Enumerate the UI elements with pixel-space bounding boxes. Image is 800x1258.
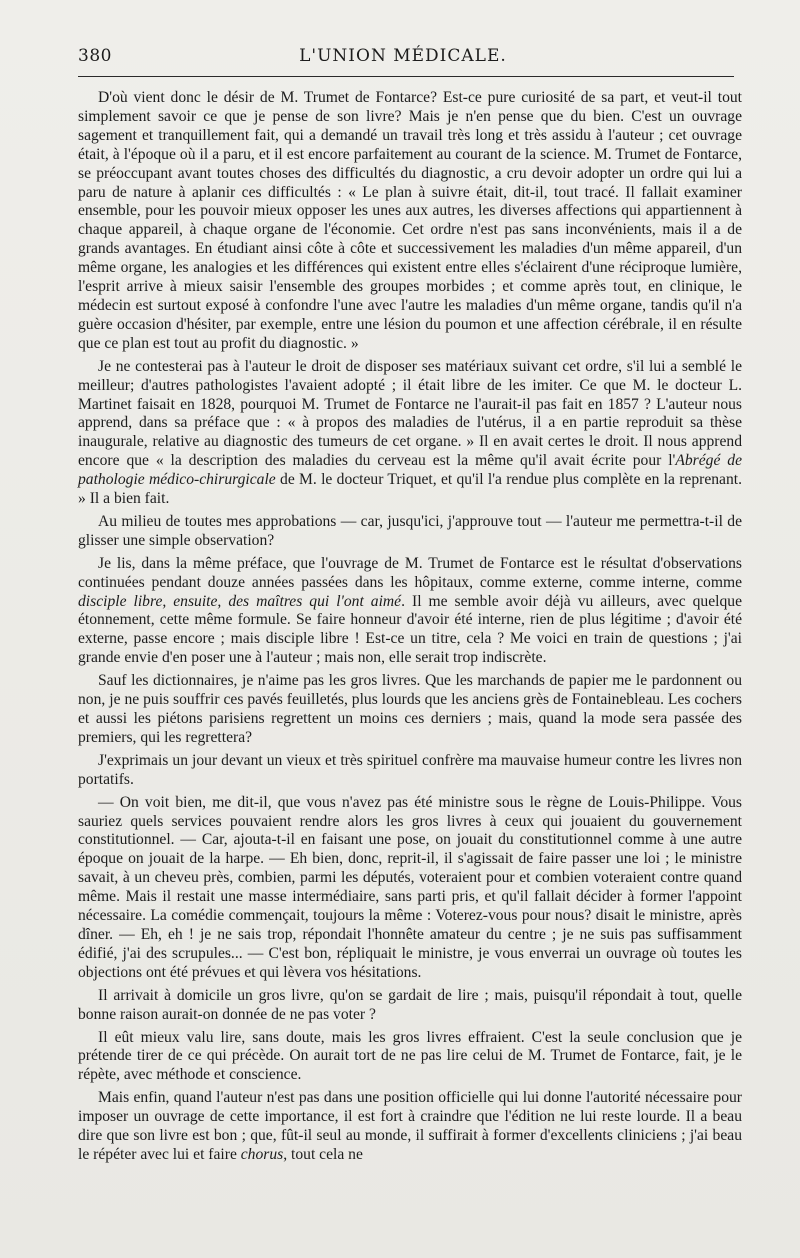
paragraph: J'exprimais un jour devant un vieux et très spirituel confrère ma mauvaise humeur contre les livres non portatifs. (78, 751, 742, 788)
italic-quote: disciple libre, ensuite, des maîtres qui l'ont aimé (78, 592, 402, 610)
page-number: 380 (78, 46, 112, 66)
italic-word: chorus (240, 1145, 284, 1163)
paragraph: Je lis, dans la même préface, que l'ouvrage de M. Trumet de Fontarce est le résultat d'observations continuées pendant douze années passées dans les hôpitaux, comme externe, comme interne, comme disciple libre, ensuite, des maîtres qui l'ont aimé. Il me semble avoir déjà vu ailleurs, avec quelque étonnement, cette même formule. Se faire honneur d'avoir été interne, rien de plus légitime ; d'avoir été externe, passe encore ; mais disciple libre ! Est-ce un titre, cela ? Me voici en train de questions ; j'ai grande envie d'en poser une à l'auteur ; mais non, elle serait trop indiscrète. (78, 554, 742, 667)
paragraph: Au milieu de toutes mes approbations — car, jusqu'ici, j'approuve tout — l'auteur me permettra-t-il de glisser une simple observation? (78, 512, 742, 549)
paragraph: Il arrivait à domicile un gros livre, qu'on se gardait de lire ; mais, puisqu'il répondait à tout, quelle bonne raison aurait-on donnée de ne pas voter ? (78, 986, 742, 1023)
italic-citation: Abrégé de pathologie médico-chirurgicale (78, 452, 742, 489)
paragraph: Mais enfin, quand l'auteur n'est pas dans une position officielle qui lui donne l'autorité nécessaire pour imposer un ouvrage de cette importance, il est fort à craindre que l'édition ne lui reste lourde. Il a beau dire que son livre est bon ; que, fût-il seul au monde, il suffirait à former d'excellents cliniciens ; j'ai beau le répéter avec lui et faire chorus, tout cela ne (78, 1089, 742, 1163)
journal-title: L'UNION MÉDICALE. (299, 46, 507, 66)
paragraph: D'où vient donc le désir de M. Trumet de Fontarce? Est-ce pure curiosité de sa part, et veut-il tout simplement savoir ce que je pense de son livre? Mais je n'en pense que du bien. C'est un ouvrage sagement et tranquillement fait, qui a demandé un travail très long et très assidu à l'auteur ; cet ouvrage était, à l'époque où il a paru, et il est encore parfaitement au courant de la science. M. Trumet de Fontarce, se préoccupant avant toutes choses des difficultés du diagnostic, a cru devoir adopter un ordre qui lui a paru de nature à aplanir ces difficultés : « Le plan à suivre était, dit-il, tout tracé. Il fallait examiner ensemble, pour les pouvoir mieux opposer les unes aux autres, les diverses affections qui appartiennent à chaque appareil, à chaque organe de l'économie. Cet ordre n'est pas sans inconvénients, mais il a de grands avantages. En étudiant ainsi côte à côte et successivement les maladies d'un même appareil, d'un même organe, les analogies et les différences qui existent entre elles s'éclairent d'une réciproque lumière, l'esprit arrive à mieux saisir l'ensemble des groupes morbides ; et comme après tout, en clinique, le médecin est surtout exposé à confondre l'une avec l'autre les maladies d'un même organe, tandis qu'il n'a guère occasion d'hésiter, par exemple, entre une lésion du poumon et une affection cérébrale, il en résulte que ce plan est tout au profit du diagnostic. » (78, 89, 742, 352)
paragraph: Il eût mieux valu lire, sans doute, mais les gros livres effraient. C'est la seule conclusion que je prétende tirer de ce qui précède. On aurait tort de ne pas lire celui de M. Trumet de Fontarce, fait, je le répète, avec méthode et conscience. (78, 1028, 742, 1084)
running-head (78, 46, 734, 70)
paragraph: Sauf les dictionnaires, je n'aime pas les gros livres. Que les marchands de papier me le pardonnent ou non, je ne puis souffrir ces pavés feuilletés, plus lourds que les anciens grès de Fontainebleau. Les cochers et aussi les piétons parisiens regrettent un moins ces derniers ; mais, quand la mode sera passée des premiers, qui les regrettera? (78, 672, 742, 746)
article-body (78, 89, 742, 1169)
paragraph: Je ne contesterai pas à l'auteur le droit de disposer ses matériaux suivant cet ordre, s'il lui a semblé le meilleur; d'autres pathologistes l'avaient adopté ; il était libre de les imiter. Ce que M. le docteur L. Martinet faisait en 1828, pourquoi M. Trumet de Fontarce ne l'aurait-il pas fait en 1857 ? L'auteur nous apprend, dans sa préface que : « à propos des maladies de l'utérus, il a en partie reproduit sa thèse inaugurale, relative au diagnostic des tumeurs de cet organe. » Il en avait certes le droit. Il nous apprend encore que « la description des maladies du cerveau est la même qu'il avait écrite pour l'Abrégé de pathologie médico-chirurgicale de M. le docteur Triquet, et qu'il l'a rendue plus complète en la reprenant. » Il a bien fait. (78, 357, 743, 508)
header-rule (78, 76, 734, 77)
paragraph: — On voit bien, me dit-il, que vous n'avez pas été ministre sous le règne de Louis-Philippe. Vous sauriez quels services pouvaient rendre alors les gros livres à ceux qui jouaient du gouvernement constitutionnel. — Car, ajouta-t-il en faisant une pose, on jouait du constitutionnel comme à une autre époque on jouait de la harpe. — Eh bien, donc, reprit-il, il s'agissait de faire passer une loi ; le ministre savait, à un cheveu près, combien, parmi les députés, voteraient pour et combien voteraient contre quand même. Mais il restait une masse intermédiaire, sans parti pris, et qu'il fallait décider à former l'appoint nécessaire. La comédie commençait, toujours la même : Voterez-vous pour nous? disait le ministre, après dîner. — Eh, eh ! je ne sais trop, répondait l'honnête amateur du centre ; je ne suis pas suffisamment édifié, j'ai des scrupules... — C'est bon, répliquait le ministre, je vous enverrai un ouvrage où toutes les objections ont été prévues et qui lèvera vos hésitations. (78, 793, 742, 981)
